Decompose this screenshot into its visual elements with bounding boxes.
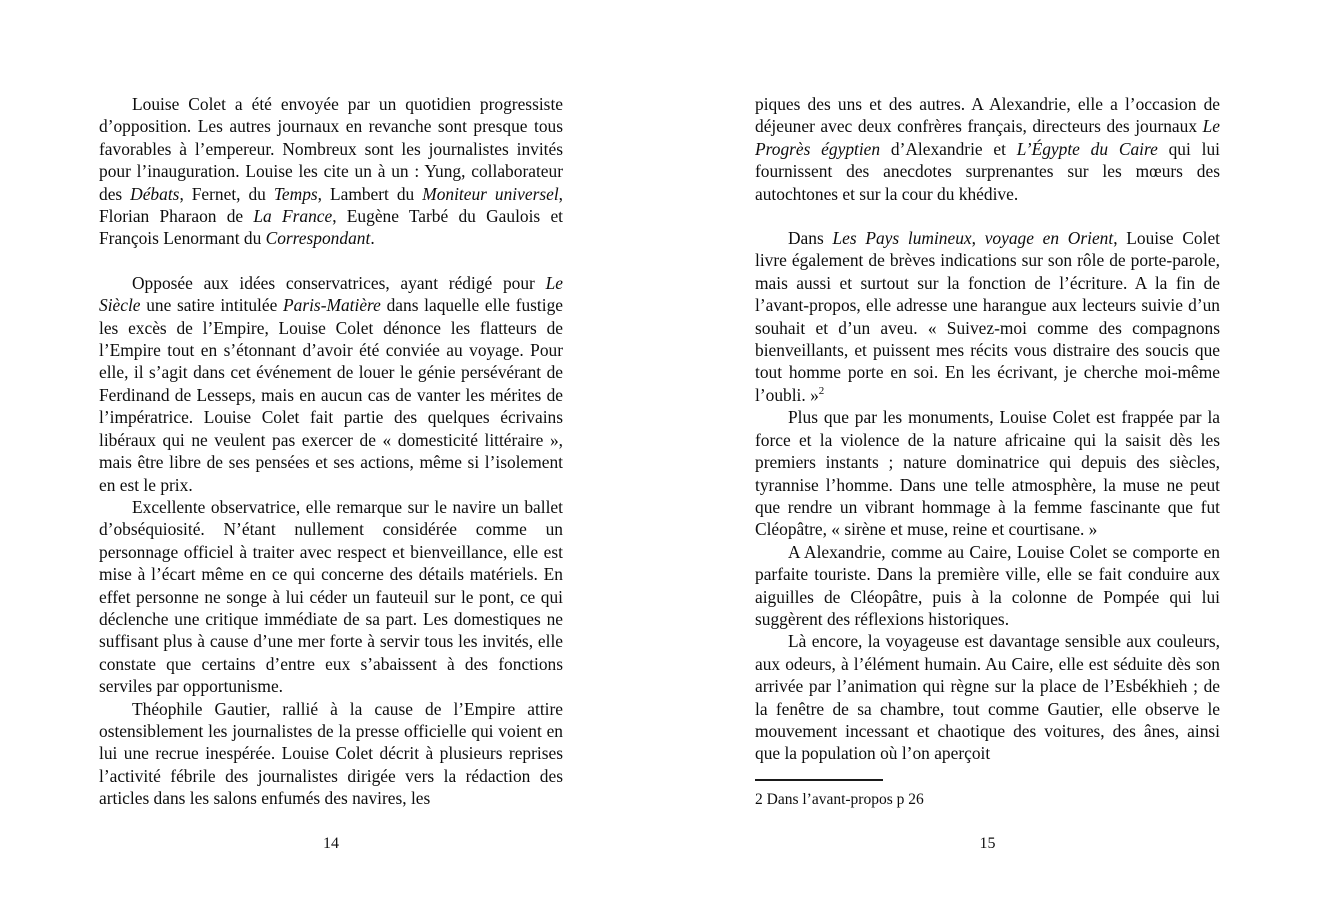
paragraph	[755, 93, 1220, 205]
text-run: A Alexandrie, comme au Caire, Louise Colet se comporte en parfaite touriste. Dans la première ville, elle se fait conduire aux aiguilles de Cléopâtre, puis à la colonne de Pompée qui lui suggèrent des réflexions historiques.	[755, 541, 1220, 629]
italic-text-run: Paris-Matière	[283, 295, 381, 316]
italic-text-run: Moniteur universel	[422, 183, 559, 204]
paragraph	[755, 630, 1220, 764]
footnote-text: 2 Dans l’avant-propos p 26	[755, 791, 924, 808]
text-run: , Florian Pharaon de	[99, 183, 564, 227]
text-run: dans laquelle elle fustige les excès de l’Empire, Louise Colet dénonce les flatteurs de l’Empire tout en s’étonnant d’avoir été conviée au voyage. Pour elle, il s’agit dans cet événement de louer le génie persévérant de Ferdinand de Lesseps, mais en aucun cas de vanter les mérites de l’impératrice. Louise Colet fait partie des quelques écrivains libéraux qui ne veulent pas exercer de « domesticité littéraire », mais être libre de ses pensées et ses actions, même si l’isolement en est le prix.	[99, 295, 563, 495]
footnote-reference: 2	[818, 385, 825, 398]
italic-text-run: Débats	[130, 183, 180, 204]
text-run: .	[370, 228, 375, 249]
page-number-right: 15	[979, 835, 996, 852]
italic-text-run: Les Pays lumineux	[832, 228, 972, 249]
text-run: piques des uns et des autres. A Alexandrie, elle a l’occasion de déjeuner avec deux confrères français, directeurs des journaux	[755, 94, 1220, 137]
text-run: une satire intitulée	[140, 295, 284, 316]
page-number-left: 14	[323, 835, 339, 852]
italic-text-run: Correspondant	[265, 228, 371, 249]
italic-text-run: Le Siècle	[99, 272, 563, 316]
paragraph	[755, 541, 1220, 631]
italic-text-run: L’Égypte du Caire	[1016, 138, 1158, 159]
italic-text-run: La France	[253, 206, 333, 227]
text-run: Théophile Gautier, rallié à la cause de l’Empire attire ostensiblement les journalistes de la presse officielle qui voient en lui une recrue inespérée. Louise Colet décrit à plusieurs reprises l’activité fébrile des journalistes dirigée vers la rédaction des articles dans les salons enfumés des navires, les	[99, 698, 563, 809]
italic-text-run: Temps	[273, 183, 318, 204]
paragraph	[99, 698, 563, 810]
text-run: Excellente observatrice, elle remarque sur le navire un ballet d’obséquiosité. N’étant nullement considérée comme un personnage officiel à traiter avec respect et bienveillance, elle est mise à l’écart même en ce qui concerne des détails matériels. En effet personne ne songe à lui céder un fauteuil sur le pont, ce qui déclenche une critique immédiate de sa part. Les domestiques ne suffisant plus à cause d’une mer forte à servir tous les invités, elle constate que certains d’entre eux s’abaissent à des fonctions serviles par opportunisme.	[99, 496, 563, 697]
italic-text-run: Le Progrès égyptien	[755, 116, 1220, 159]
text-run: , Eugène Tarbé du Gaulois et François Lenormant du	[99, 206, 563, 249]
text-run: , Fernet, du	[179, 183, 274, 204]
text-run: Dans	[788, 228, 833, 249]
footnote	[755, 779, 1220, 809]
paragraph	[755, 406, 1220, 540]
paragraph	[99, 272, 563, 496]
paragraph	[99, 93, 563, 250]
text-run: qui lui fournissent des anecdotes surprenantes sur les mœurs des autochtones et sur la cour du khédive.	[755, 138, 1220, 204]
text-run: Opposée aux idées conservatrices, ayant rédigé pour	[132, 272, 546, 293]
paragraph	[755, 227, 1220, 406]
text-run: Louise Colet a été envoyée par un quotidien progressiste d’opposition. Les autres journaux en revanche sont presque tous favorables à l’empereur. Nombreux sont les journalistes invités pour l’inauguration. Louise les cite un à un : Yung, collaborateur des	[99, 94, 563, 204]
paragraph	[99, 496, 563, 698]
text-run: , Louise Colet livre également de brèves indications sur son rôle de porte-parole, mais aussi et surtout sur la fonction de l’écriture. A la fin de l’avant-propos, elle adresse une harangue aux lecteurs suivie d’un souhait et d’un aveu. « Suivez-moi comme des compagnons bienveillants, et puissent mes récits vous distraire des soucis que tout homme porte en soi. En les écrivant, je cherche moi-même l’oubli. »	[755, 228, 1220, 405]
text-run: , Lambert du	[317, 183, 423, 204]
italic-text-run: voyage en Orient	[984, 228, 1114, 249]
text-run: Plus que par les monuments, Louise Colet est frappée par la force et la violence de la nature africaine qui la saisit dès les premiers instants ; nature dominatrice qui depuis des siècles, tyrannise l’homme. Dans une telle atmosphère, la muse ne peut que rendre un vibrant hommage à la femme fascinante que fut Cléopâtre, « sirène et muse, reine et courtisane. »	[755, 407, 1220, 540]
text-run: d’Alexandrie et	[880, 138, 1017, 159]
footnote-rule	[755, 779, 883, 781]
page-right-text	[755, 93, 1220, 765]
text-run: ,	[971, 228, 985, 249]
text-run: Là encore, la voyageuse est davantage sensible aux couleurs, aux odeurs, à l’élément humain. Au Caire, elle est séduite dès son arrivée par l’animation qui règne sur la place de l’Esbékhieh ; de la fenêtre de sa chambre, tout comme Gautier, elle observe le mouvement incessant et chaotique des voitures, des ânes, ainsi que la population où l’on aperçoit	[755, 631, 1220, 764]
page-left-text	[99, 93, 563, 810]
